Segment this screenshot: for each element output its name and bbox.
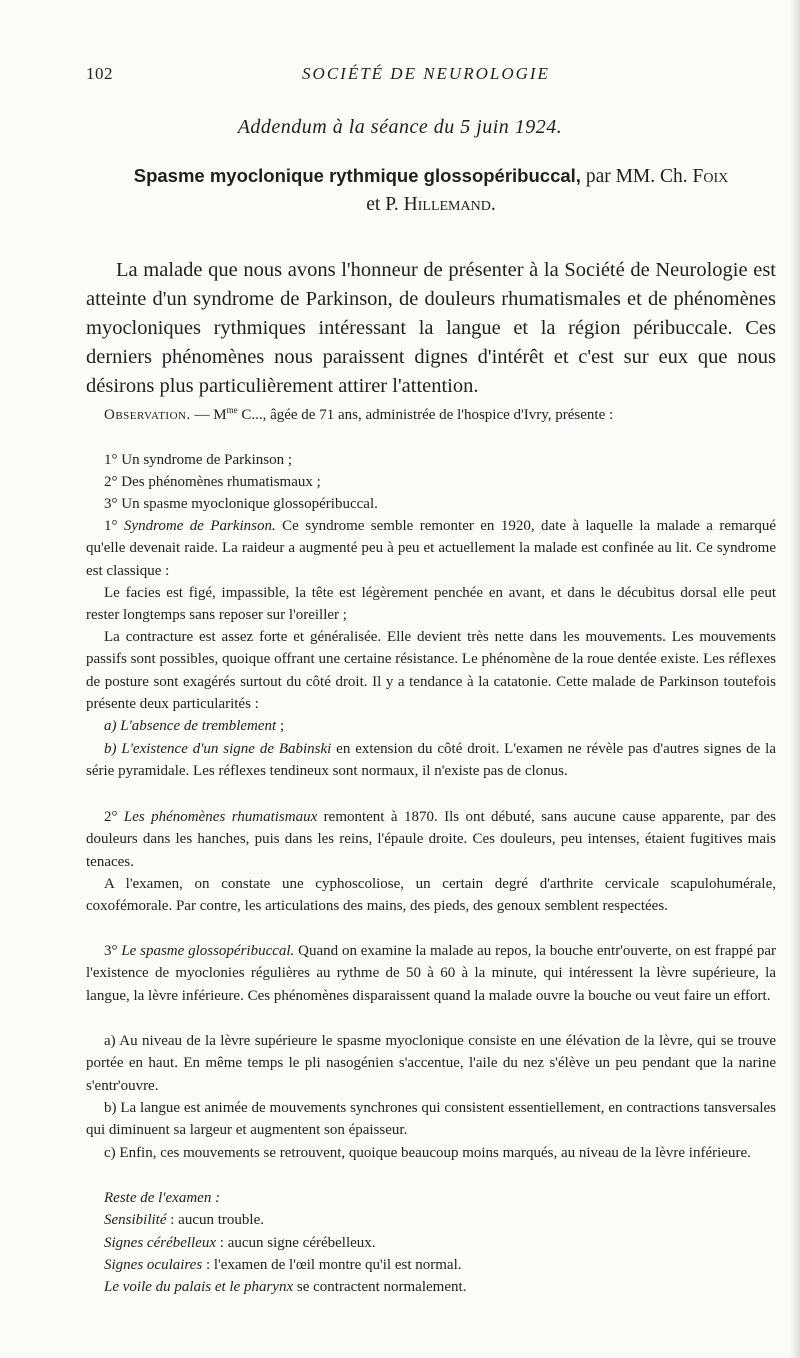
item-letter: a): [104, 718, 121, 734]
author-hillemand: Hillemand: [403, 194, 491, 215]
author-foix: Foix: [692, 166, 729, 187]
observation-paragraph: [86, 404, 776, 426]
page-number: 102: [86, 64, 113, 83]
section-title: Le spasme glossopéribuccal.: [121, 943, 295, 959]
paragraph-b-langue: b) La langue est animée de mouvements synchrones qui consistent essentiellement, en contractions tansversales qui diminuent sa largeur et augmentent son épaisseur.: [86, 1100, 776, 1139]
article-title: [86, 162, 776, 219]
article-title-main: Spasme myoclonique rythmique glossopéribuccal,: [133, 165, 581, 186]
observation-label: Observation.: [104, 407, 191, 423]
item-letter: b): [104, 741, 122, 757]
item-text: ;: [276, 718, 285, 734]
exam-text: : aucun signe cérébelleux.: [216, 1235, 376, 1251]
exam-voile-palais: [86, 1276, 776, 1298]
section-spasme: [86, 940, 776, 1007]
observation-mme-sup: me: [226, 405, 238, 415]
paragraph-examen: A l'examen, on constate une cyphoscoliose, un certain degré d'arthrite cervicale scapulohumérale, coxofémorale. Par contre, les articulations des mains, des pieds, des genoux semblent respectées.: [86, 876, 776, 915]
paragraph-contracture: La contracture est assez forte et généralisée. Elle devient très nette dans les mouvements. Les mouvements passifs sont possibles, quoique offrant une certaine résistance. Le phénomène de la roue dentée existe. Les réflexes de posture sont exagérés surtout du côté droit. Il y a tendance à la catatonie. Cette malade de Parkinson toutefois présente deux particularités :: [86, 629, 776, 712]
running-title: SOCIÉTÉ DE NEUROLOGIE: [302, 64, 550, 83]
exam-cerebelleux: [86, 1232, 776, 1254]
item-title: L'absence de tremblement: [120, 718, 277, 734]
addendum-line: Addendum à la séance du 5 juin 1924.: [237, 116, 563, 138]
section-number: 1°: [104, 518, 124, 534]
title-by: par MM. Ch.: [580, 166, 693, 187]
section-text: Ce syndrome semble remonter en 1920, date à laquelle la malade a remarqué qu'elle devenait raide. La raideur a augmenté peu à peu et actuellement la malade est confinée au lit. Ce syndrome est classique :: [86, 518, 777, 579]
exam-oculaires: [86, 1254, 776, 1276]
section-text: Quand on examine la malade au repos, la bouche entr'ouverte, on est frappé par l'existence de myoclonies régulières au rythme de 50 à 60 à la minute, qui intéressent la lèvre supérieure, la langue, la lèvre inférieure. Ces phénomènes disparaissent quand la malade ouvre la bouche ou veut faire un effort.: [86, 943, 777, 1004]
section-text: remontent à 1870. Ils ont débuté, sans aucune cause apparente, par des douleurs dans les hanches, puis dans les reins, l'épaule droite. Ces douleurs, peu intenses, étaient fugitives mais tenaces.: [86, 809, 777, 870]
exam-label: Le voile du palais et le pharynx: [104, 1279, 294, 1295]
section-title: Les phénomènes rhumatismaux: [123, 809, 318, 825]
paragraph-b-babinski: [86, 738, 776, 783]
paragraph-a-tremblement: [86, 715, 776, 737]
paragraph-facies: Le facies est figé, impassible, la tête est légèrement penchée en avant, et dans le décubitus dorsal elle peut rester longtemps sans reposer sur l'oreiller ;: [86, 585, 776, 624]
running-header: [86, 64, 766, 84]
exam-text: se contractent normalement.: [293, 1279, 467, 1295]
list-item: 2° Des phénomènes rhumatismaux ;: [104, 474, 321, 490]
exam-label: Signes cérébelleux: [104, 1235, 217, 1251]
section-number: 2°: [104, 809, 124, 825]
paragraph-c-levre-inferieure: c) Enfin, ces mouvements se retrouvent, quoique beaucoup moins marqués, au niveau de la lèvre inférieure.: [104, 1145, 751, 1161]
exam-label: Sensibilité: [104, 1212, 167, 1228]
title-and: et P.: [366, 194, 404, 215]
title-end: .: [490, 194, 496, 215]
exam-sensibilite: [86, 1209, 776, 1231]
exam-text: : aucun trouble.: [166, 1212, 264, 1228]
observation-mme: — M: [190, 407, 227, 423]
page-edge-shadow: [790, 0, 800, 1358]
reste-examen-heading: Reste de l'examen :: [104, 1190, 221, 1206]
exam-text: : l'examen de l'œil montre qu'il est normal.: [202, 1257, 462, 1273]
exam-label: Signes oculaires: [104, 1257, 203, 1273]
paragraph-a-levre-superieure: a) Au niveau de la lèvre supérieure le spasme myoclonique consiste en une élévation de la lèvre, qui se trouve portée en haut. En même temps le pli nasogénien s'accentue, l'aile du nez s'élève un peu pendant que la narine s'entr'ouvre.: [86, 1033, 776, 1094]
section-parkinson: [86, 515, 776, 582]
section-rhumatismaux: [86, 806, 776, 873]
section-number: 3°: [104, 943, 122, 959]
list-item: 3° Un spasme myoclonique glossopéribuccal.: [104, 496, 378, 512]
list-item: 1° Un syndrome de Parkinson ;: [104, 452, 293, 468]
section-title: Syndrome de Parkinson.: [123, 518, 276, 534]
intro-paragraph: La malade que nous avons l'honneur de présenter à la Société de Neurologie est atteinte d'un syndrome de Parkinson, de douleurs rhumatismales et de phénomènes myocloniques rythmiques intéressant la langue et la région péribuccale. Ces derniers phénomènes nous paraissent dignes d'intérêt et c'est sur eux que nous désirons plus particulièrement attirer l'attention.: [86, 259, 776, 397]
observation-text: C..., âgée de 71 ans, administrée de l'hospice d'Ivry, présente :: [237, 407, 614, 423]
item-title: L'existence d'un signe de Babinski: [121, 741, 332, 757]
item-text: en extension du côté droit. L'examen ne révèle pas d'autres signes de la série pyramidale. Les réflexes tendineux sont normaux, il n'existe pas de clonus.: [86, 741, 776, 780]
